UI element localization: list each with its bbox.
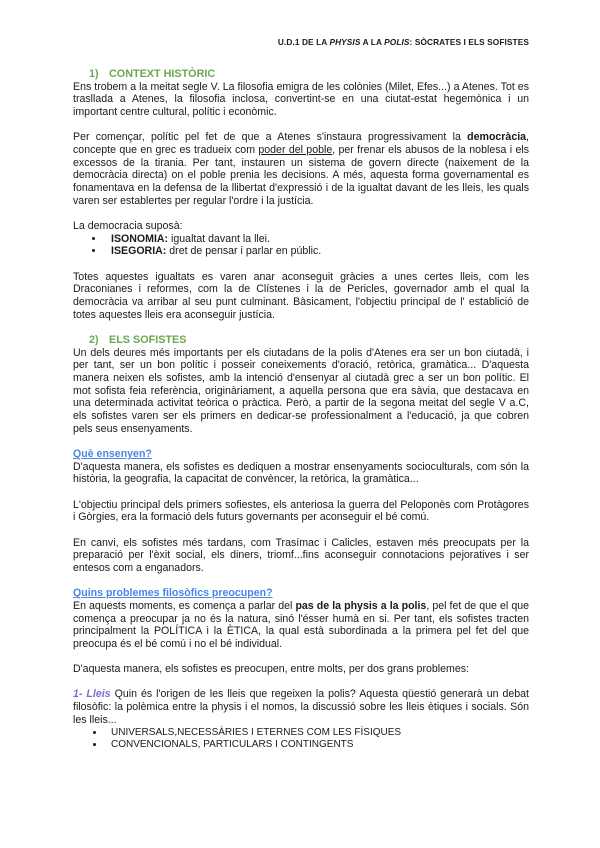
paragraph: Ens trobem a la meitat segle V. La filosofia emigra de les colònies (Milet, Efes...) a Atenes. Tot es trasllada a Atenes, la filosofia inclosa, convertint-se en una ciutat-estat hegemònica i un important centre cultural, polític i econòmic. [73, 80, 529, 119]
subheading: Quins problemes filosòfics preocupen? [73, 587, 273, 600]
paragraph: Totes aquestes igualtats es varen anar aconseguit gràcies a unes certes lleis, com les Draconianes i reformes, com la de Clístenes i la de Pericles, governador amb el qual la democràcia va arribar al seu punt culminant. Bàsicament, l'objectiu principal de l' establició de totes aquestes lleis era aconseguir justícia. [73, 270, 529, 321]
list-item: • ISONOMIA: igualtat davant la llei. [105, 233, 529, 246]
section-heading-1: 1) CONTEXT HISTÒRIC [89, 68, 216, 80]
bullet-list [73, 727, 529, 752]
paragraph: Per començar, polític pel fet de que a Atenes s'instaura progressivament la democràcia, concepte que en grec es tradueix com poder del poble, per frenar els abusos de la noblesa i els excessos de la tirania. Per tant, instauren un sistema de govern directe (naixement de la democràcia directa) on el poble prenia les decisions. A més, aquesta forma governamental es fonamentava en la defensa de la llibertat d'expressió i de la igualtat davant de les lleis, les quals varen ser establertes per regular l'ordre i la justícia. [73, 131, 529, 207]
paragraph: En aquests moments, es comença a parlar del pas de la physis a la polis, pel fet de que el que comença a preocupar ja no és la natura, sinó l'ésser humà en si. Per tant, els sofistes tracten principalment la POLÍTICA i la ÈTICA, la qual està subordinada a la primera pel fet del que preocupa és el bé comú i no el bé individual. [73, 599, 529, 651]
paragraph: D'aquesta manera, els sofistes es dediquen a mostrar ensenyaments socioculturals, com són la història, la geografia, la capacitat de convèncer, la retòrica, la gramàtica... [73, 460, 529, 486]
paragraph: D'aquesta manera, els sofistes es preocupen, entre molts, per dos grans problemes: [73, 663, 469, 676]
subheading: Què ensenyen? [73, 448, 152, 461]
paragraph: 1- Lleis Quin és l'origen de les lleis que regeixen la polis? Aquesta qüestió generarà un debat filosòfic: la polèmica entre la physis i el nomos, la discussió sobre les lleis ètiques i socials. Són les lleis... [73, 688, 529, 726]
section-heading-2: 2) ELS SOFISTES [89, 333, 187, 346]
running-header: U.D.1 DE LA PHYSIS A LA POLIS: SÒCRATES I ELS SOFISTES [277, 37, 529, 47]
list-item: • ISEGORIA: dret de pensar i parlar en públic. [105, 245, 529, 258]
list-item: • CONVENCIONALS, PARTICULARS I CONTINGENTS [105, 739, 529, 752]
paragraph: En canvi, els sofistes més tardans, com Trasímac i Calicles, estaven més preocupats per la preparació per l'èxit social, els diners, triomf...fins aconseguir connotacions pejoratives i ser entesos com a enganadors. [73, 536, 529, 574]
document-body [73, 68, 529, 752]
paragraph: La democracia suposà: [73, 220, 183, 233]
paragraph: L'objectiu principal dels primers sofiestes, els anteriosa la guerra del Peloponès com Protàgores i Gòrgies, era la formació dels futurs governants per aconseguir el bé comú. [73, 498, 529, 524]
list-item: • UNIVERSALS,NECESSÀRIES I ETERNES COM LES FÍSIQUES [105, 727, 529, 740]
bullet-list [73, 233, 529, 258]
paragraph: Un dels deures més importants per els ciutadans de la polis d'Atenes era ser un bon ciutadà, i per tant, ser un bon polític i posseir coneixements d'oració, retòrica, gramàtica... D'aquesta manera neixen els sofistes, amb la intenció d'ensenyar al ciutadà grec a ser un bon polític. El mot sofista feia referència, originàriament, a aquella persona que era sàvia, que destacava en una determinada activitat teòrica o pràctica. Però, a partir de la segona meitat del segle V a.C, els sofistes varen ser els primers en dedicar-se professionalment a l'educació, ja que cobren pels seus ensenyaments. [73, 346, 529, 435]
